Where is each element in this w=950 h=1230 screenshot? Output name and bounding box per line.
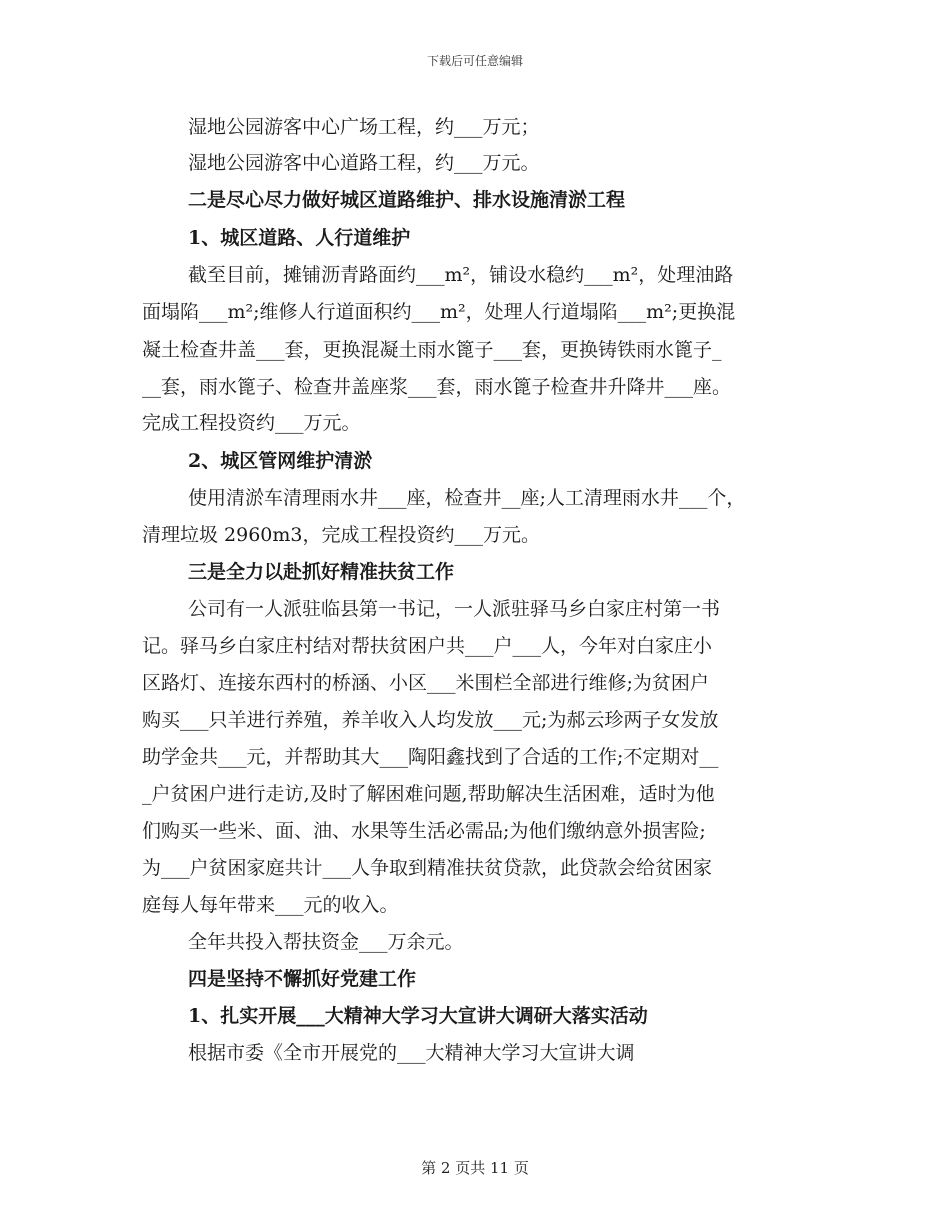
paragraph-line: 区路灯、连接东西村的桥涵、小区___米围栏全部进行维修;为贫困户 bbox=[142, 672, 709, 694]
paragraph-line: 完成工程投资约___万元。 bbox=[142, 412, 361, 434]
section-heading: 四是坚持不懈抓好党建工作 bbox=[188, 968, 417, 990]
paragraph-line: 使用清淤车清理雨水井___座，检查井__座;人工清理雨水井___个， bbox=[188, 487, 746, 509]
paragraph-line: 记。驿马乡白家庄村结对帮扶贫困户共___户___人，今年对白家庄小 bbox=[142, 635, 713, 657]
paragraph-line: 湿地公园游客中心广场工程，约___万元； bbox=[188, 116, 540, 138]
paragraph-line: 根据市委《全市开展党的___大精神大学习大宣讲大调 bbox=[188, 1042, 635, 1064]
paragraph-line: 截至目前，摊铺沥青路面约___m²，铺设水稳约___m²，处理油路 bbox=[188, 264, 734, 286]
page-footer: 第 2 页共 11 页 bbox=[421, 1159, 529, 1177]
paragraph-line: 清理垃圾 2960m3，完成工程投资约___万元。 bbox=[142, 524, 540, 546]
subsection-heading: 1、扎实开展___大精神大学习大宣讲大调研大落实活动 bbox=[188, 1005, 648, 1027]
paragraph-line: 公司有一人派驻临县第一书记，一人派驻驿马乡白家庄村第一书 bbox=[188, 598, 721, 620]
paragraph-line: 凝土检查井盖___套，更换混凝土雨水篦子___套，更换铸铁雨水篦子_ bbox=[142, 339, 722, 361]
subsection-heading: 2、城区管网维护清淤 bbox=[188, 450, 373, 472]
paragraph-line: 庭每人每年带来___元的收入。 bbox=[142, 894, 399, 916]
paragraph-line: 们购买一些米、面、油、水果等生活必需品;为他们缴纳意外损害险; bbox=[142, 820, 706, 842]
paragraph-line: 助学金共___元，并帮助其大___陶阳鑫找到了合适的工作;不定期对__ bbox=[142, 746, 719, 768]
paragraph-line: 购买___只羊进行养殖，养羊收入人均发放___元;为郝云珍两子女发放 bbox=[142, 709, 719, 731]
section-heading: 三是全力以赴抓好精准扶贫工作 bbox=[188, 561, 455, 583]
paragraph-line: 面塌陷___m²;维修人行道面积约___m²，处理人行道塌陷___m²;更换混 bbox=[142, 301, 736, 323]
subsection-heading: 1、城区道路、人行道维护 bbox=[188, 227, 411, 249]
section-heading: 二是尽心尽力做好城区道路维护、排水设施清淤工程 bbox=[188, 189, 626, 211]
paragraph-line: 湿地公园游客中心道路工程，约___万元。 bbox=[188, 152, 540, 174]
paragraph-line: 全年共投入帮扶资金___万余元。 bbox=[188, 931, 464, 953]
page-header: 下载后可任意编辑 bbox=[426, 54, 523, 68]
paragraph-line: __套，雨水篦子、检查井盖座浆___套，雨水篦子检查井升降井___座。 bbox=[142, 376, 732, 398]
paragraph-line: _户贫困户进行走访,及时了解困难问题,帮助解决生活困难，适时为他 bbox=[142, 783, 715, 805]
paragraph-line: 为___户贫困家庭共计___人争取到精准扶贫贷款，此贷款会给贫困家 bbox=[142, 857, 713, 879]
